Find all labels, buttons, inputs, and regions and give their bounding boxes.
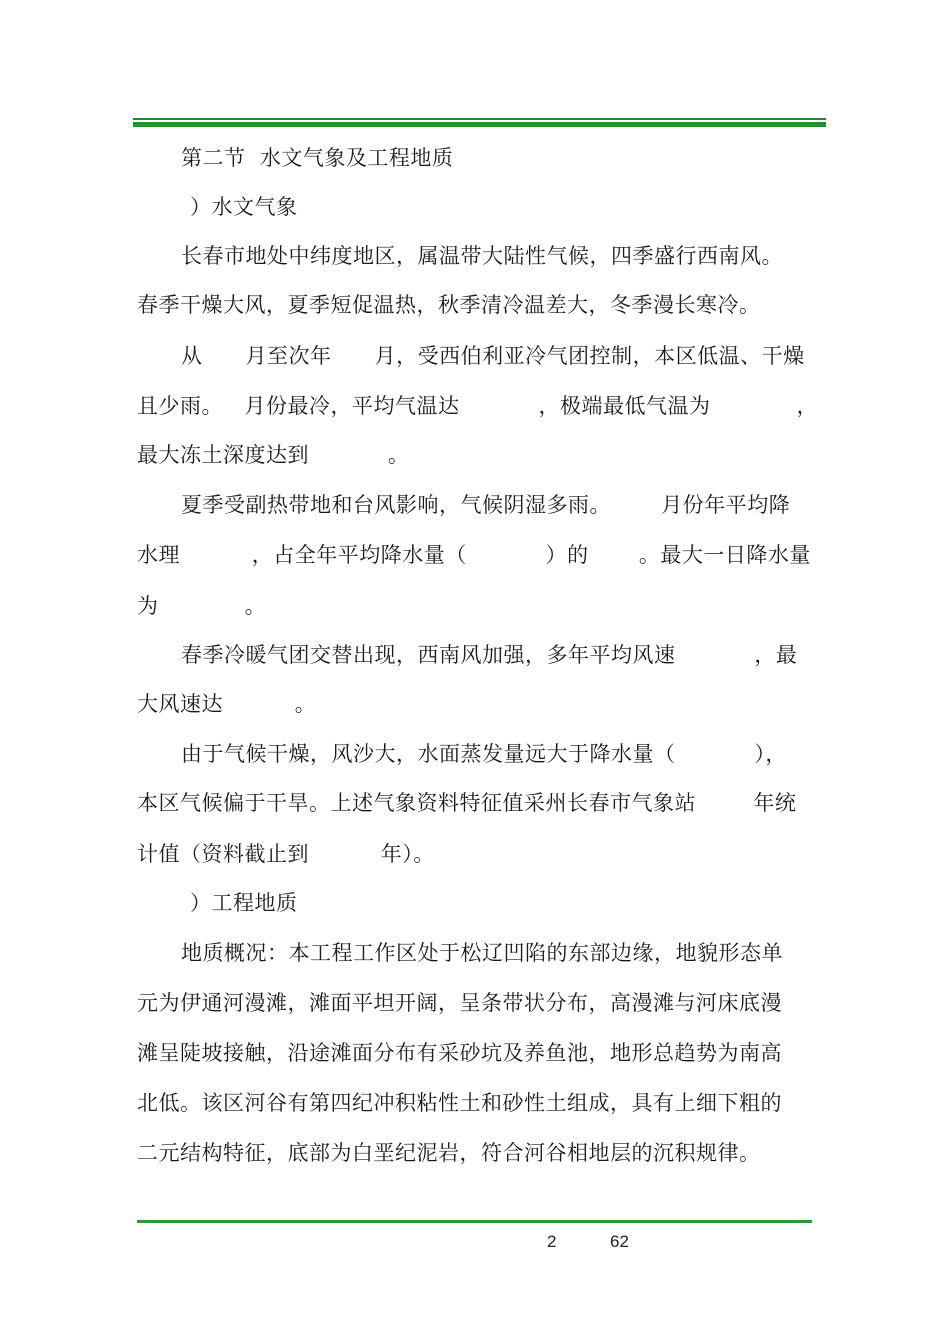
page-total: 62 bbox=[610, 1232, 629, 1251]
header-rule-thin bbox=[133, 118, 826, 120]
paragraph-1-line-1: 长春市地处中纬度地区，属温带大陆性气候，四季盛行西南风。 bbox=[181, 244, 783, 268]
paragraph-2-line-2: 且少雨。 月份最冷，平均气温达 ，极端最低气温为 ， bbox=[137, 394, 819, 418]
paragraph-6-line-5: 二元结构特征，底部为白垩纪泥岩，符合河谷相地层的沉积规律。 bbox=[137, 1141, 761, 1165]
paragraph-5-line-3: 计值（资料截止到 年）。 bbox=[137, 842, 435, 866]
paragraph-5-line-1: 由于气候干燥，风沙大，水面蒸发量远大于降水量（ ）， bbox=[181, 742, 787, 766]
footer-rule bbox=[137, 1220, 812, 1223]
paragraph-4-line-2: 大风速达 。 bbox=[137, 692, 317, 716]
subheading-hydrology: ）水文气象 bbox=[190, 195, 298, 219]
paragraph-6-line-4: 北低。该区河谷有第四纪冲积粘性土和砂性土组成，具有上细下粗的 bbox=[137, 1091, 782, 1115]
paragraph-6-line-3: 滩呈陡坡接触，沿途滩面分布有采砂坑及养鱼池，地形总趋势为南高 bbox=[137, 1041, 782, 1065]
paragraph-5-line-2: 本区气候偏于干旱。上述气象资料特征值采州长春市气象站 年统 bbox=[137, 791, 797, 815]
section-title: 第二节 水文气象及工程地质 bbox=[181, 146, 454, 170]
page-number: 2 bbox=[547, 1232, 557, 1251]
paragraph-3-line-1: 夏季受副热带地和台风影响，气候阴湿多雨。 月份年平均降 bbox=[181, 493, 791, 517]
paragraph-6-line-2: 元为伊通河漫滩，滩面平坦开阔，呈条带状分布，高漫滩与河床底漫 bbox=[137, 991, 782, 1015]
paragraph-3-line-3: 为 。 bbox=[137, 594, 267, 618]
paragraph-1-line-2: 春季干燥大风，夏季短促温热，秋季清冷温差大，冬季漫长寒冷。 bbox=[137, 293, 761, 317]
paragraph-4-line-1: 春季冷暖气团交替出现，西南风加强，多年平均风速 ，最 bbox=[181, 643, 798, 667]
subheading-geology: ）工程地质 bbox=[190, 891, 298, 915]
paragraph-3-line-2: 水理 ，占全年平均降水量（ ）的 。最大一日降水量 bbox=[137, 543, 811, 567]
header-rule-thick bbox=[133, 122, 826, 127]
paragraph-6-line-1: 地质概况：本工程工作区处于松辽凹陷的东部边缘，地貌形态单 bbox=[181, 941, 783, 965]
paragraph-2-line-3: 最大冻土深度达到 。 bbox=[137, 443, 410, 467]
paragraph-2-line-1: 从 月至次年 月，受西伯利亚冷气团控制，本区低温、干燥 bbox=[181, 344, 805, 368]
